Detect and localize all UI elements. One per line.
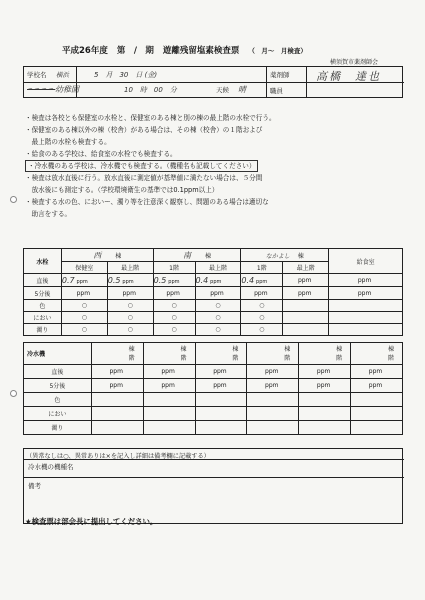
reading-cell: ppm	[195, 365, 247, 379]
row-label: 色	[24, 300, 62, 312]
observation-cell	[247, 407, 299, 421]
association-name: 横須賀市薬剤師会	[330, 59, 379, 66]
reading-cell: ppm	[153, 287, 195, 300]
reading-cell: ppm	[91, 365, 143, 379]
reading-cell: ppm	[143, 365, 195, 379]
observation-cell	[299, 393, 351, 407]
observation-cell	[91, 407, 143, 421]
reading-cell: 0.5 ppm	[107, 274, 153, 287]
instruction-line: ・検査する水の色、においー、濁り等を注意深く観察し、問題のある場合は適切な	[25, 198, 269, 206]
observation-cell: ○	[61, 300, 107, 312]
row-label: 直後	[24, 365, 92, 379]
reading-cell: ppm	[283, 274, 329, 287]
observation-cell	[329, 312, 403, 324]
remarks-label: 備考	[28, 482, 41, 490]
info-col-divider	[266, 67, 267, 98]
instruction-line: 放水後にも測定する。（学校環境衛生の基準では0.1ppm以上）	[25, 186, 219, 194]
observation-cell	[283, 312, 329, 324]
inspection-date: 5 月 30 日 (金)	[94, 71, 158, 79]
observation-cell	[299, 421, 351, 435]
reading-cell: ppm	[299, 379, 351, 393]
faucet-row-color	[24, 300, 403, 312]
faucet-subheader: 保健室	[61, 262, 107, 274]
reading-cell: ppm	[283, 287, 329, 300]
faucet-subheader: 1階	[153, 262, 195, 274]
cooler-table	[23, 342, 403, 435]
reading-cell: ppm	[247, 379, 299, 393]
title-year: 平成26年度	[62, 46, 108, 56]
row-label: 色	[24, 393, 92, 407]
cooler-section-title: 冷水機	[24, 343, 92, 365]
faucet-subheader: 最上階	[195, 262, 241, 274]
observation-cell	[351, 407, 403, 421]
reading-cell: ppm	[329, 274, 403, 287]
observation-cell	[143, 407, 195, 421]
faucet-table	[23, 248, 403, 336]
observation-cell: ○	[107, 324, 153, 336]
observation-cell	[283, 324, 329, 336]
faucet-subheader: 最上階	[283, 262, 329, 274]
form-title	[62, 44, 313, 56]
observation-cell: ○	[195, 312, 241, 324]
row-label: 5分後	[24, 287, 62, 300]
reading-cell: 0.7 ppm	[61, 274, 107, 287]
title-round: 第 / 期	[116, 46, 154, 56]
weather-label: 天候	[216, 86, 229, 94]
reading-cell: 0.4 ppm	[241, 274, 283, 287]
observation-cell: ○	[61, 324, 107, 336]
faucet-subheader: 1階	[241, 262, 283, 274]
observation-cell	[143, 393, 195, 407]
cooler-col-header: 棟 階	[195, 343, 247, 365]
faucet-building-header: 西 棟	[61, 249, 153, 262]
observation-cell: ○	[241, 312, 283, 324]
title-month: （ 月～ 月検査）	[248, 47, 307, 55]
row-label: 5分後	[24, 379, 92, 393]
cooler-model-label: 冷水機の機種名	[28, 463, 74, 471]
instruction-line: ・保健室のある棟以外の棟（校舎）がある場合は、その棟（校舎）の１階および	[25, 126, 263, 134]
punch-hole	[10, 390, 17, 397]
instructions	[25, 112, 395, 220]
observation-cell	[195, 393, 247, 407]
observation-cell: ○	[153, 324, 195, 336]
faucet-row-smell	[24, 312, 403, 324]
reading-cell: 0.4 ppm	[195, 274, 241, 287]
title-main: 遊離残留塩素検査票	[162, 46, 240, 56]
observation-cell	[91, 421, 143, 435]
info-col-divider	[306, 67, 307, 98]
legend-text: （異常なしは○、異常ありは×を記入し詳細は備考欄に記載する）	[26, 453, 210, 460]
observation-cell: ○	[195, 300, 241, 312]
cooler-row-color	[24, 393, 403, 407]
pharmacist-name: 高橋 達也	[316, 70, 381, 83]
reading-cell: ppm	[61, 287, 107, 300]
weather-value: 晴	[238, 85, 246, 94]
row-label: 濁り	[24, 421, 92, 435]
cooler-col-header: 棟 階	[247, 343, 299, 365]
observation-cell: ○	[241, 300, 283, 312]
reading-cell: ppm	[107, 287, 153, 300]
reading-cell: ppm	[195, 287, 241, 300]
reading-cell: ppm	[195, 379, 247, 393]
school-label: 学校名	[27, 71, 47, 79]
cooler-col-header: 棟 階	[143, 343, 195, 365]
reading-cell: 0.5 ppm	[153, 274, 195, 287]
observation-cell	[247, 393, 299, 407]
faucet-building-header: 南 棟	[153, 249, 241, 262]
reading-cell: ppm	[247, 365, 299, 379]
faucet-row-immediate	[24, 274, 403, 287]
observation-cell: ○	[153, 312, 195, 324]
observation-cell	[329, 324, 403, 336]
footer-divider	[24, 477, 404, 478]
observation-cell	[329, 300, 403, 312]
faucet-subheader: 最上階	[107, 262, 153, 274]
row-label: 直後	[24, 274, 62, 287]
observation-cell	[91, 393, 143, 407]
inspection-time: 10 時 00 分	[124, 86, 177, 94]
observation-cell	[195, 407, 247, 421]
instruction-line: ・検査は各校とも保健室の水栓と、保健室のある棟と別の棟の最上階の水栓で行う。	[25, 114, 276, 122]
reading-cell: ppm	[241, 287, 283, 300]
faucet-building-header: なかよし 棟	[241, 249, 329, 262]
observation-cell	[195, 421, 247, 435]
cooler-row-immediate	[24, 365, 403, 379]
school-name-line2: ～～～～幼稚園	[27, 85, 79, 94]
footer-box	[23, 448, 403, 524]
faucet-section-title: 水栓	[24, 249, 62, 274]
instruction-line: 最上階の水栓も検査する。	[25, 138, 111, 146]
cooler-row-turbidity	[24, 421, 403, 435]
observation-cell: ○	[241, 324, 283, 336]
row-label: におい	[24, 312, 62, 324]
instruction-line: ・検査は放水直後に行う。放水直後に測定値が基準値に満たない場合は、５分間	[25, 174, 263, 182]
cooler-row-smell	[24, 407, 403, 421]
observation-cell	[351, 421, 403, 435]
kitchen-header: 給食室	[329, 249, 403, 274]
cooler-col-header: 棟 階	[351, 343, 403, 365]
faucet-row-turbidity	[24, 324, 403, 336]
reading-cell: ppm	[351, 365, 403, 379]
reading-cell: ppm	[91, 379, 143, 393]
reading-cell: ppm	[299, 365, 351, 379]
observation-cell: ○	[107, 300, 153, 312]
observation-cell: ○	[195, 324, 241, 336]
faucet-row-5min	[24, 287, 403, 300]
observation-cell	[299, 407, 351, 421]
observation-cell: ○	[61, 312, 107, 324]
pharmacist-label: 薬剤師	[270, 71, 290, 79]
instruction-line: ・冷水機のある学校は、冷水機でも検査する。（機種名も記載してください）	[25, 160, 395, 172]
row-label: におい	[24, 407, 92, 421]
observation-cell	[143, 421, 195, 435]
instruction-line: ・給食のある学校は、給食室の水栓でも検査する。	[25, 150, 177, 158]
reading-cell: ppm	[351, 379, 403, 393]
reading-cell: ppm	[143, 379, 195, 393]
info-box	[23, 66, 403, 98]
observation-cell: ○	[153, 300, 195, 312]
cooler-col-header: 棟 階	[299, 343, 351, 365]
observation-cell	[351, 393, 403, 407]
punch-hole	[10, 196, 17, 203]
instruction-line: 助言をする。	[25, 210, 72, 218]
submit-note: ★検査票は部会長に提出してください。	[25, 517, 158, 526]
observation-cell	[283, 300, 329, 312]
school-name-line1: 横浜	[56, 71, 69, 79]
observation-cell	[247, 421, 299, 435]
staff-label: 職員	[270, 87, 283, 95]
cooler-col-header: 棟 階	[91, 343, 143, 365]
row-label: 濁り	[24, 324, 62, 336]
cooler-row-5min	[24, 379, 403, 393]
reading-cell: ppm	[329, 287, 403, 300]
observation-cell: ○	[107, 312, 153, 324]
